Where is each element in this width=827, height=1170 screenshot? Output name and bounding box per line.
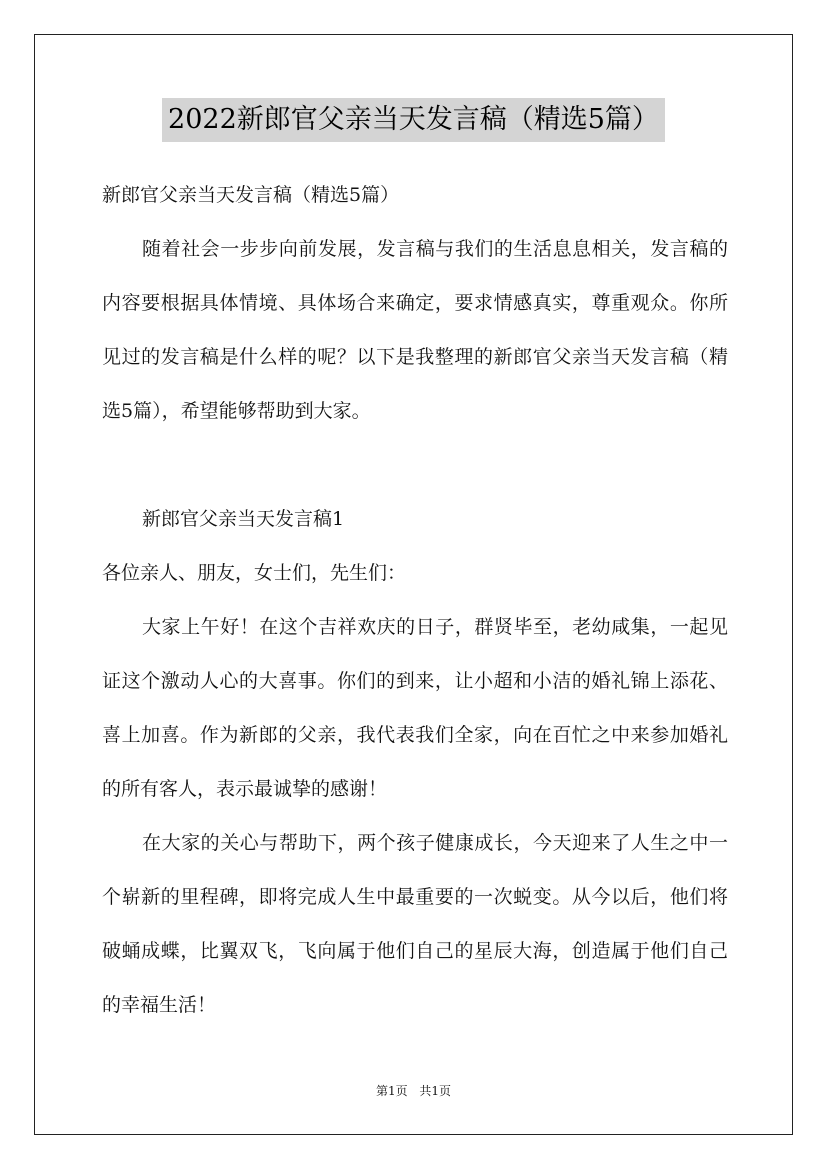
page-footer bbox=[0, 1082, 827, 1099]
section-title: 新郎官父亲当天发言稿1 bbox=[142, 508, 345, 530]
body-paragraph-2: 在大家的关心与帮助下，两个孩子健康成长，今天迎来了人生之中一个崭新的里程碑，即将完成人生中最重要的一次蜕变。从今以后，他们将破蛹成蝶，比翼双飞，飞向属于他们自己的星辰大海，创造属于他们自己的幸福生活！ bbox=[102, 832, 728, 1016]
document-body bbox=[102, 168, 728, 1032]
page-number: 第1页 bbox=[375, 1084, 408, 1098]
paragraph-gap bbox=[102, 438, 728, 492]
title-container bbox=[0, 98, 827, 142]
document-title: 2022新郎官父亲当天发言稿（精选5篇） bbox=[162, 98, 665, 142]
page-total: 共1页 bbox=[419, 1084, 452, 1098]
greeting-line: 各位亲人、朋友，女士们，先生们： bbox=[102, 562, 407, 584]
body-paragraph-1: 大家上午好！在这个吉祥欢庆的日子，群贤毕至，老幼咸集，一起见证这个激动人心的大喜事。你们的到来，让小超和小洁的婚礼锦上添花、喜上加喜。作为新郎的父亲，我代表我们全家，向在百忙之中来参加婚礼的所有客人，表示最诚挚的感谢！ bbox=[102, 616, 728, 800]
document-subtitle: 新郎官父亲当天发言稿（精选5篇） bbox=[102, 184, 400, 206]
intro-paragraph: 随着社会一步步向前发展，发言稿与我们的生活息息相关，发言稿的内容要根据具体情境、具体场合来确定，要求情感真实，尊重观众。你所见过的发言稿是什么样的呢？以下是我整理的新郎官父亲当天发言稿（精选5篇），希望能够帮助到大家。 bbox=[102, 238, 728, 422]
